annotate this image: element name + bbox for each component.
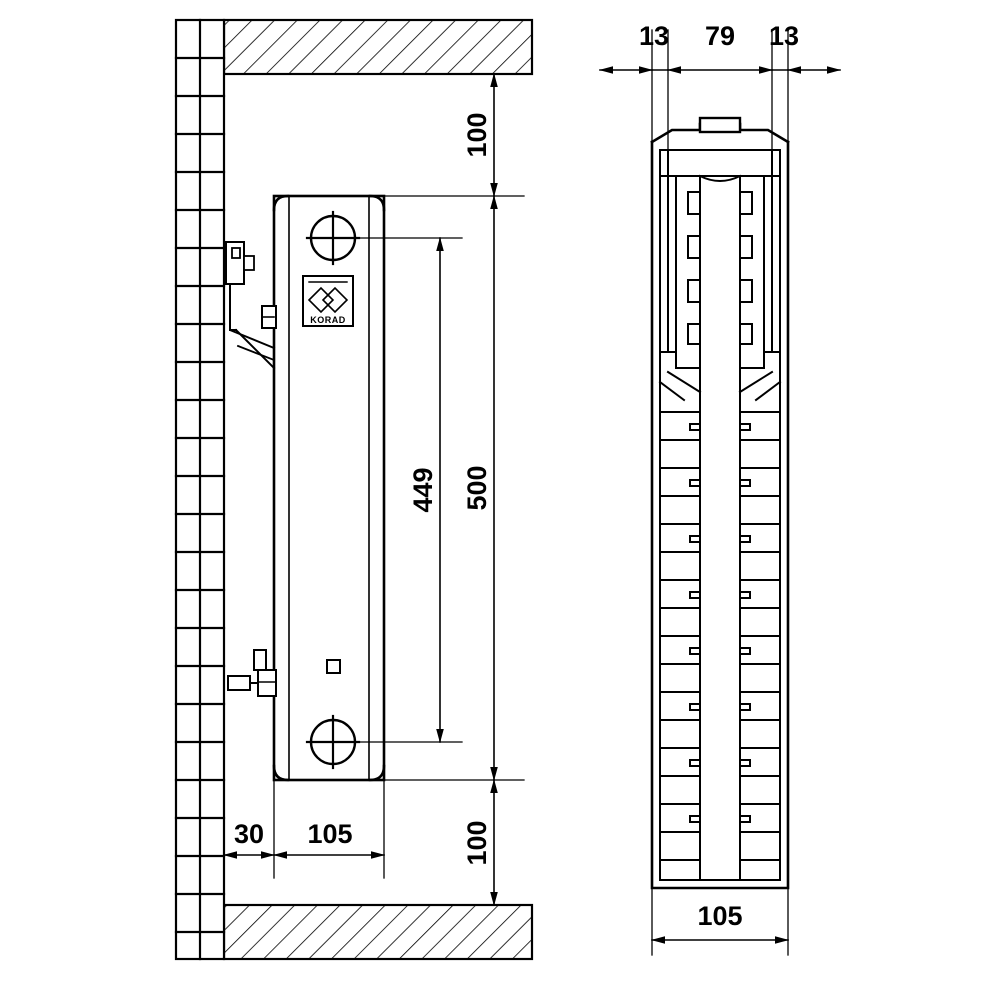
brand-logo — [303, 276, 353, 326]
dim-panel-depth-front — [652, 901, 788, 940]
top-grille — [660, 150, 780, 181]
dim-bracket-spacing — [408, 238, 440, 742]
dim-label-30: 30 — [233, 819, 265, 849]
air-vent-square — [327, 660, 340, 673]
dim-label-79: 79 — [704, 21, 736, 51]
dim-edge-left — [600, 21, 669, 70]
brand-logo-text: KORAD — [310, 315, 346, 325]
dim-panel-depth-side — [274, 819, 384, 855]
dim-top-clearance — [462, 74, 494, 196]
dim-bottom-clearance — [462, 780, 494, 905]
upper-wall-bracket — [226, 242, 276, 368]
dim-label-105-front: 105 — [697, 901, 743, 931]
dim-label-105-side: 105 — [307, 819, 353, 849]
dim-label-449: 449 — [408, 467, 438, 513]
dim-label-13-left: 13 — [638, 21, 670, 51]
dim-wall-offset — [224, 819, 274, 855]
dim-edge-right — [769, 21, 840, 70]
top-connector-stub — [700, 118, 740, 132]
dim-label-100-bottom: 100 — [462, 820, 492, 866]
dim-label-100-top: 100 — [462, 112, 492, 158]
dim-core-width — [668, 21, 772, 70]
lower-wall-bracket — [228, 650, 276, 696]
side-view-group — [176, 20, 532, 959]
radiator-front-outline — [652, 118, 788, 888]
front-view-group — [600, 21, 840, 955]
dim-panel-height — [462, 196, 494, 780]
floor-slab — [224, 905, 532, 959]
wall-brick — [176, 20, 224, 959]
ceiling-slab — [224, 20, 532, 74]
dim-label-500: 500 — [462, 465, 492, 511]
dim-label-13-right: 13 — [768, 21, 800, 51]
